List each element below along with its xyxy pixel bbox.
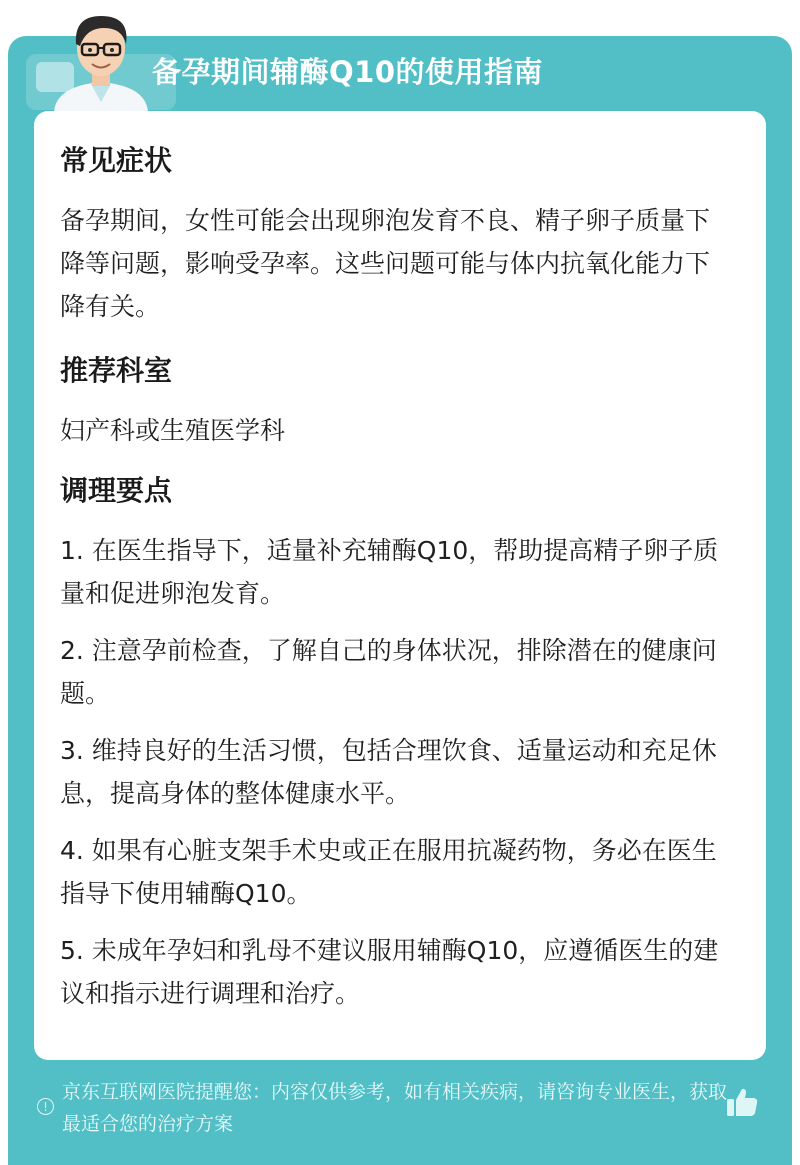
care-point-item: 3. 维持良好的生活习惯，包括合理饮食、适量运动和充足休息，提高身体的整体健康水平。 — [60, 736, 717, 808]
care-point-item: 2. 注意孕前检查，了解自己的身体状况，排除潜在的健康问题。 — [60, 636, 717, 708]
care-point-item: 4. 如果有心脏支架手术史或正在服用抗凝药物，务必在医生指导下使用辅酶Q10。 — [60, 836, 717, 908]
footer-disclaimer: 京东互联网医院提醒您：内容仅供参考，如有相关疾病，请咨询专业医生，获取最适合您的治疗方案 — [62, 1081, 728, 1135]
department-text: 妇产科或生殖医学科 — [60, 416, 286, 445]
care-point-item: 1. 在医生指导下，适量补充辅酶Q10，帮助提高精子卵子质量和促进卵泡发育。 — [60, 536, 719, 608]
section-heading-department: 推荐科室 — [60, 354, 173, 387]
care-point-item: 5. 未成年孕妇和乳母不建议服用辅酶Q10，应遵循医生的建议和指示进行调理和治疗。 — [60, 936, 719, 1008]
page-title: 备孕期间辅酶Q10的使用指南 — [152, 55, 544, 89]
doctor-avatar-icon — [46, 6, 156, 112]
content-card — [34, 111, 766, 1060]
info-icon: ! — [37, 1098, 54, 1115]
section-heading-care-points: 调理要点 — [60, 474, 173, 507]
symptoms-text: 备孕期间，女性可能会出现卵泡发育不良、精子卵子质量下降等问题，影响受孕率。这些问题可能与体内抗氧化能力下降有关。 — [60, 206, 711, 321]
content-body — [60, 111, 730, 1015]
section-heading-symptoms: 常见症状 — [60, 144, 173, 177]
thumbs-up-icon[interactable] — [724, 1084, 760, 1120]
